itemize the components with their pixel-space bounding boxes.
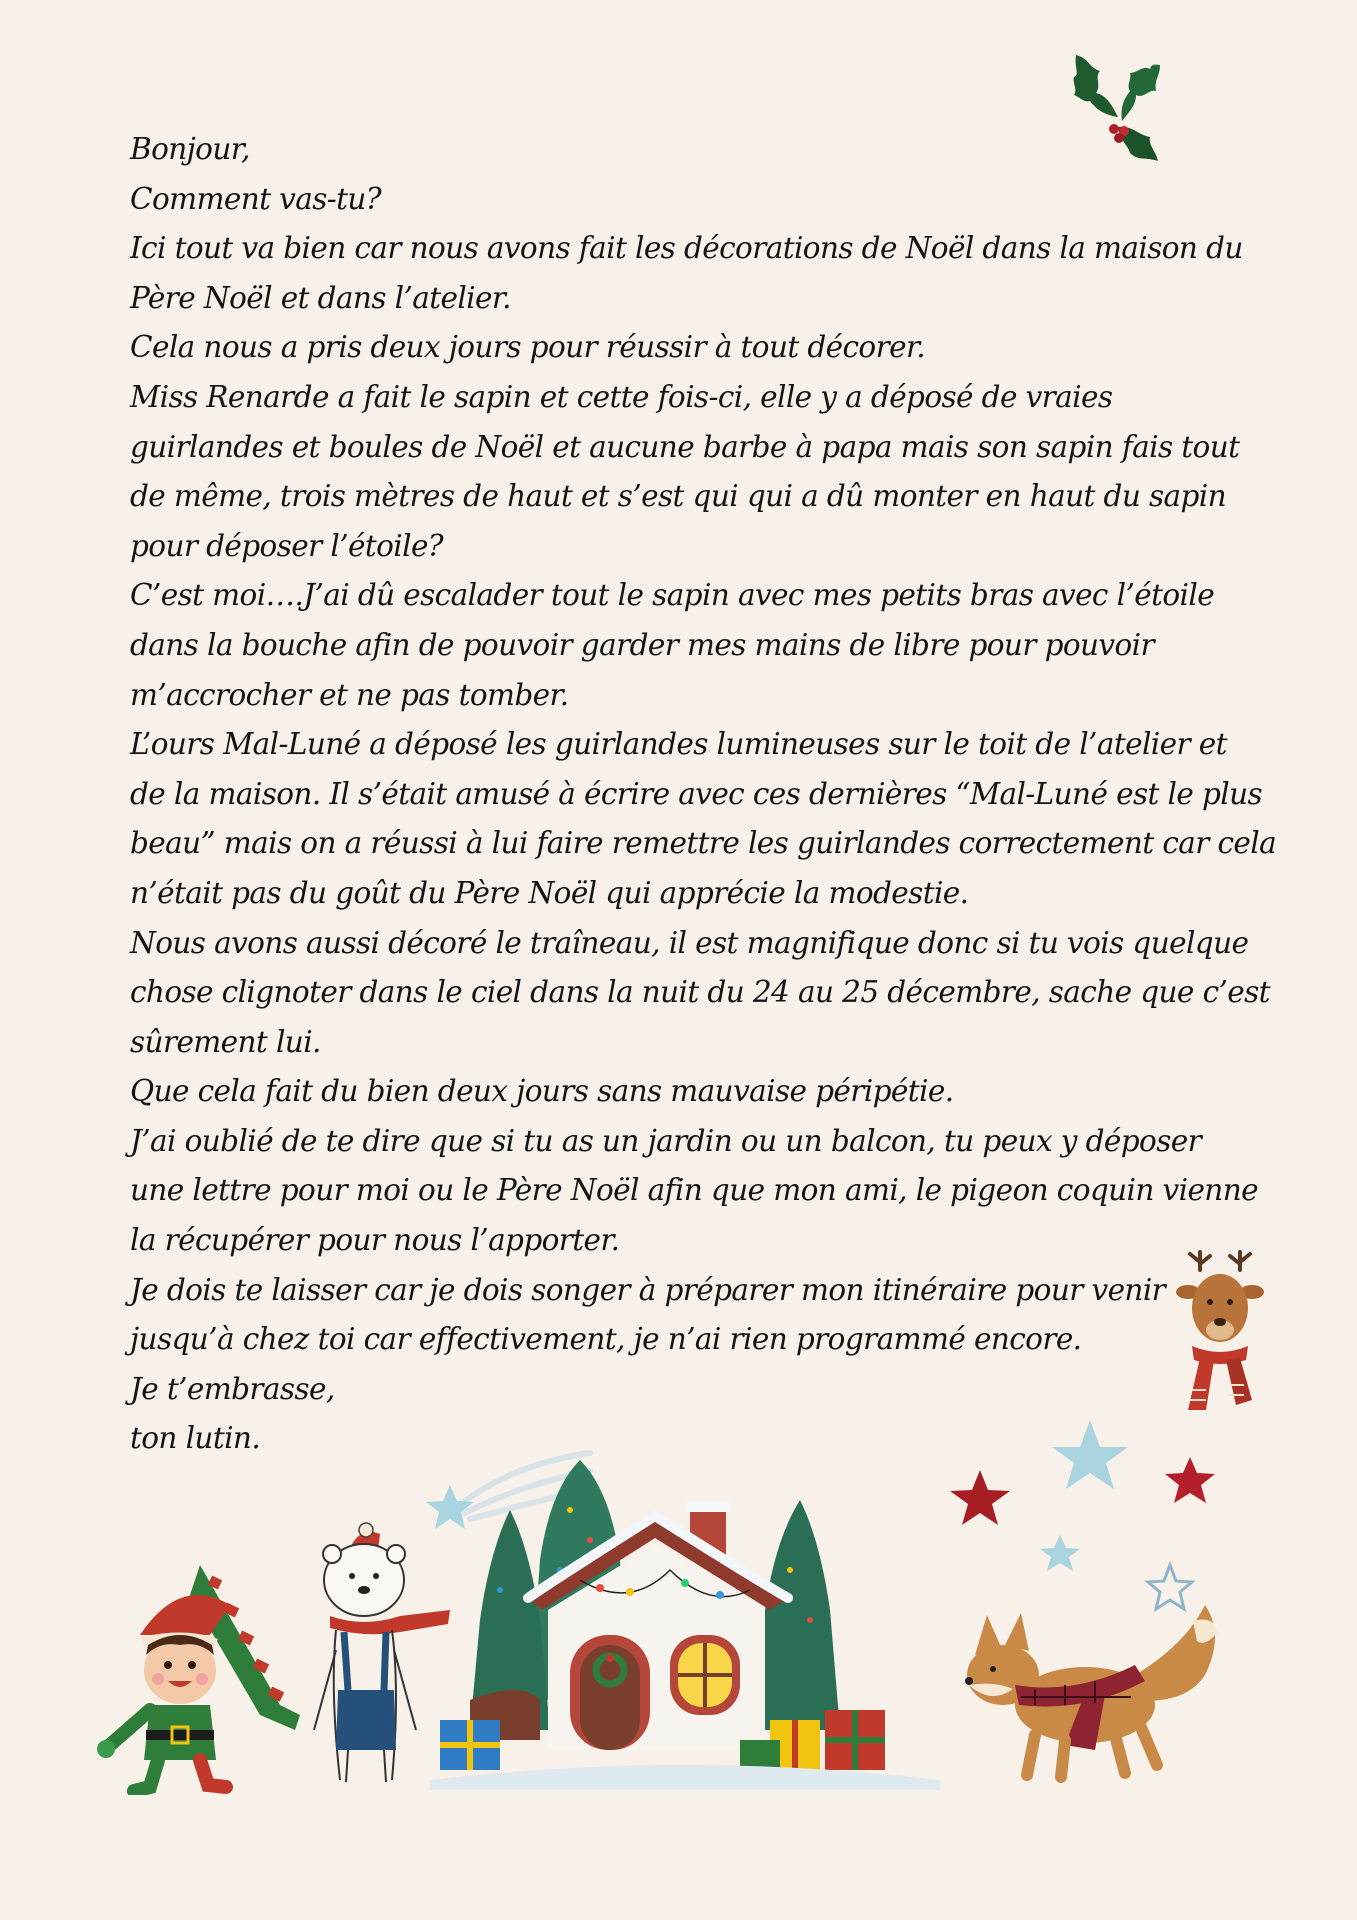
- letter-line: ton lutin.: [130, 1421, 261, 1456]
- letter-line: Nous avons aussi décoré le traîneau, il est magnifique donc si tu vois quelque: [130, 925, 1249, 960]
- holly-icon: [1060, 45, 1180, 165]
- elf-icon: [90, 1555, 310, 1795]
- letter-line: Cela nous a pris deux jours pour réussir à tout décorer.: [130, 330, 925, 365]
- letter-line: de même, trois mètres de haut et s’est qui qui a dû monter en haut du sapin: [130, 479, 1227, 514]
- letter-line: Ici tout va bien car nous avons fait les décorations de Noël dans la maison du: [130, 231, 1243, 266]
- letter-line: Père Noël et dans l’atelier.: [130, 280, 511, 315]
- letter-line: m’accrocher et ne pas tomber.: [130, 677, 569, 712]
- letter-line: beau” mais on a réussi à lui faire remettre les guirlandes correctement car cela: [130, 826, 1277, 861]
- letter-line: L’ours Mal-Luné a déposé les guirlandes lumineuses sur le toit de l’atelier et: [130, 727, 1227, 762]
- letter-line: n’était pas du goût du Père Noël qui apprécie la modestie.: [130, 875, 969, 910]
- letter-line: Bonjour,: [130, 132, 250, 166]
- letter-line: Miss Renarde a fait le sapin et cette fois-ci, elle y a déposé de vraies: [130, 379, 1113, 414]
- letter-line: C’est moi….J’ai dû escalader tout le sapin avec mes petits bras avec l’étoile: [130, 578, 1215, 613]
- fox-icon: [935, 1585, 1225, 1785]
- letter-line: jusqu’à chez toi car effectivement, je n’ai rien programmé encore.: [130, 1322, 1082, 1357]
- letter-line: chose clignoter dans le ciel dans la nuit du 24 au 25 décembre, sache que c’est: [130, 975, 1270, 1010]
- letter-line: pour déposer l’étoile?: [130, 528, 444, 563]
- letter-body: [130, 125, 1277, 1464]
- letter-line: Je t’embrasse,: [130, 1371, 335, 1406]
- letter-line: de la maison. Il s’était amusé à écrire avec ces dernières “Mal-Luné est le plus: [130, 776, 1263, 811]
- letter-line: guirlandes et boules de Noël et aucune barbe à papa mais son sapin fais tout: [130, 429, 1240, 464]
- letter-line: Que cela fait du bien deux jours sans mauvaise péripétie.: [130, 1074, 954, 1109]
- letter-line: sûrement lui.: [130, 1024, 321, 1059]
- letter-line: Je dois te laisser car je dois songer à préparer mon itinéraire pour venir: [130, 1272, 1166, 1307]
- letter-line: une lettre pour moi ou le Père Noël afin que mon ami, le pigeon coquin vienne: [130, 1173, 1258, 1208]
- letter-line: J’ai oublié de te dire que si tu as un jardin ou un balcon, tu peux y déposer: [130, 1123, 1202, 1158]
- letter-line: Comment vas-tu?: [130, 181, 381, 216]
- reindeer-icon: [1170, 1250, 1270, 1420]
- letter-line: la récupérer pour nous l’apporter.: [130, 1223, 620, 1258]
- house-icon: [430, 1450, 940, 1790]
- letter-line: dans la bouche afin de pouvoir garder mes mains de libre pour pouvoir: [130, 627, 1154, 662]
